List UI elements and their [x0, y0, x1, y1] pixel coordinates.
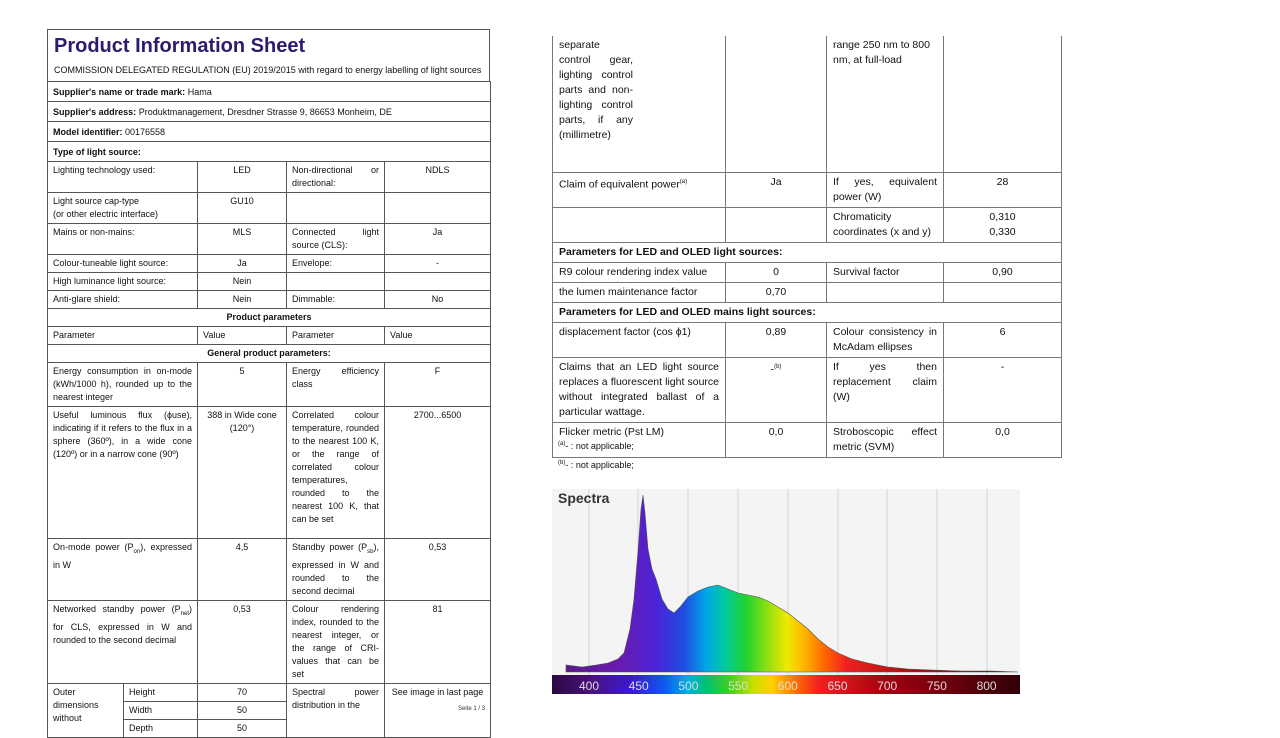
- anti-glare-label: Anti-glare shield:: [48, 291, 198, 309]
- mains-label: Mains or non-mains:: [48, 224, 198, 255]
- left-info-table: [47, 81, 491, 738]
- energy-consumption-value: 5: [198, 363, 287, 407]
- fluorescent-replacement-label: Claims that an LED light source replaces a fluorescent light source without integrated ballast of a particular wattage.: [553, 357, 726, 422]
- chromaticity-y: 0,330: [989, 225, 1016, 238]
- empty-cell: [944, 36, 1062, 172]
- table-row: [48, 255, 491, 273]
- empty-cell: [385, 193, 491, 224]
- table-row: [48, 224, 491, 255]
- supplier-name-row: [48, 82, 491, 102]
- lumen-maintenance-value: 0,70: [726, 282, 827, 302]
- footnote-mark: (a): [558, 441, 566, 447]
- networked-standby-label: [48, 600, 198, 683]
- section-header-row: [553, 242, 1062, 262]
- table-row: [553, 262, 1062, 282]
- wavelength-tick-label: 700: [877, 679, 898, 693]
- empty-cell: [385, 273, 491, 291]
- text-part: ) for CLS, expressed in W and rounded to the second decimal: [53, 603, 192, 645]
- footnote-dash: -: [565, 441, 569, 451]
- dimmable-label: Dimmable:: [287, 291, 385, 309]
- colour-temperature-value: 2700...6500: [385, 407, 491, 539]
- value-header-2: Value: [385, 327, 491, 345]
- page-title: Product Information Sheet: [54, 35, 306, 57]
- colour-consistency-value: 6: [944, 322, 1062, 357]
- survival-factor-label: Survival factor: [827, 262, 944, 282]
- wavelength-tick-label: 750: [926, 679, 947, 693]
- equivalent-power-claim-label: [553, 172, 726, 207]
- text-part: Networked standby power (P: [53, 603, 181, 614]
- displacement-factor-value: 0,89: [726, 322, 827, 357]
- wavelength-tick-label: 650: [827, 679, 848, 693]
- type-row: [48, 142, 491, 162]
- cls-value: Ja: [385, 224, 491, 255]
- table-row: [553, 207, 1062, 242]
- text-sub: on: [133, 548, 141, 555]
- footnote-mark: (b): [558, 460, 566, 466]
- empty-cell: [287, 193, 385, 224]
- empty-cell: [726, 36, 827, 172]
- value-header: Value: [198, 327, 287, 345]
- dimensions-continued-label: separate control gear, lighting control parts and non-lighting control parts, if any (millimetre): [553, 36, 726, 172]
- directional-value: NDLS: [385, 162, 491, 193]
- right-info-table: [552, 36, 1062, 458]
- energy-class-label: Energy efficiency class: [287, 363, 385, 407]
- colour-temperature-label: Correlated colour temperature, rounded to the nearest 100 K, or the range of correlated colour temperatures, rounded to the nearest 100 K, that can be set: [287, 407, 385, 539]
- table-row: [48, 291, 491, 309]
- lighting-technology-value: LED: [198, 162, 287, 193]
- chromaticity-label: Chromaticity coordinates (x and y): [827, 207, 944, 242]
- wavelength-tick-label: 450: [628, 679, 649, 693]
- luminous-flux-label: Useful luminous flux (ϕuse), indicating if it refers to the flux in a sphere (360º), in a wide cone (120º) or in a narrow cone (90º): [48, 407, 198, 539]
- equivalent-power-claim-value: Ja: [726, 172, 827, 207]
- mains-value: MLS: [198, 224, 287, 255]
- supplier-name-value: Hama: [187, 87, 212, 97]
- table-row: [48, 683, 491, 701]
- spectral-distribution-label: Spectral power distribution in the: [287, 683, 385, 737]
- envelope-label: Envelope:: [287, 255, 385, 273]
- section-header-row: [48, 309, 491, 327]
- text-part: ), expressed in W and rounded to the second decimal: [292, 542, 379, 596]
- width-value: 50: [198, 701, 287, 719]
- high-luminance-value: Nein: [198, 273, 287, 291]
- page-number: Seite 1 / 3: [458, 706, 486, 712]
- width-label: Width: [124, 701, 198, 719]
- text-sub: sb: [367, 548, 374, 555]
- cls-label: Connected light source (CLS):: [287, 224, 385, 255]
- standby-power-value: 0,53: [385, 539, 491, 601]
- table-row: [553, 322, 1062, 357]
- product-parameters-heading: Product parameters: [48, 309, 491, 327]
- empty-cell: [944, 282, 1062, 302]
- wavelength-tick-label: 500: [678, 679, 699, 693]
- replacement-claim-label: If yes then replacement claim (W): [827, 357, 944, 422]
- on-mode-power-label: [48, 539, 198, 601]
- energy-class-value: F: [385, 363, 491, 407]
- footnotes: [558, 436, 634, 474]
- survival-factor-value: 0,90: [944, 262, 1062, 282]
- regulation-subtitle: COMMISSION DELEGATED REGULATION (EU) 2019/2015 with regard to energy labelling of light sources: [54, 65, 482, 75]
- colour-consistency-label: Colour consistency in McAdam ellipses: [827, 322, 944, 357]
- spectral-distribution-value: See image in last page: [385, 683, 491, 737]
- wavelength-ticks: [552, 489, 1020, 694]
- spectra-image: [552, 489, 1020, 694]
- replacement-claim-value: -: [944, 357, 1062, 422]
- spectra-title: Spectra: [558, 490, 610, 506]
- column-header-row: [48, 327, 491, 345]
- table-row: [553, 172, 1062, 207]
- height-label: Height: [124, 683, 198, 701]
- empty-cell: [287, 273, 385, 291]
- equivalent-power-label: If yes, equivalent power (W): [827, 172, 944, 207]
- table-row: [553, 36, 1062, 172]
- dimmable-value: No: [385, 291, 491, 309]
- table-row: [48, 162, 491, 193]
- wavelength-tick-label: 800: [976, 679, 997, 693]
- led-oled-heading: Parameters for LED and OLED light sources:: [553, 242, 1062, 262]
- supplier-address-value: Produktmanagement, Dresdner Strasse 9, 86653 Monheim, DE: [138, 107, 392, 117]
- envelope-value: -: [385, 255, 491, 273]
- equivalent-power-value: 28: [944, 172, 1062, 207]
- type-label: Type of light source:: [48, 142, 491, 162]
- height-value: 70: [198, 683, 287, 701]
- text-part: On-mode power (P: [53, 542, 134, 552]
- section-header-row: [553, 302, 1062, 322]
- depth-value: 50: [198, 719, 287, 737]
- r9-label: R9 colour rendering index value: [553, 262, 726, 282]
- depth-label: Depth: [124, 719, 198, 737]
- high-luminance-label: High luminance light source:: [48, 273, 198, 291]
- empty-cell: [726, 207, 827, 242]
- empty-cell: [827, 282, 944, 302]
- lumen-maintenance-label: the lumen maintenance factor: [553, 282, 726, 302]
- parameter-header: Parameter: [48, 327, 198, 345]
- luminous-flux-value: 388 in Wide cone (120°): [198, 407, 287, 539]
- footnote-dash: -: [565, 460, 569, 470]
- table-row: [48, 193, 491, 224]
- general-parameters-heading: General product parameters:: [48, 345, 491, 363]
- supplier-address-row: [48, 102, 491, 122]
- cap-type-label: Light source cap-type: [53, 196, 140, 206]
- cap-type-value: GU10: [198, 193, 287, 224]
- lighting-technology-label: Lighting technology used:: [48, 162, 198, 193]
- colour-tuneable-label: Colour-tuneable light source:: [48, 255, 198, 273]
- stroboscopic-label: Stroboscopic effect metric (SVM): [827, 422, 944, 457]
- wavelength-tick-label: 600: [777, 679, 798, 693]
- stroboscopic-value: 0,0: [944, 422, 1062, 457]
- footnote-a: [558, 436, 634, 455]
- table-row: [553, 282, 1062, 302]
- table-row: [48, 600, 491, 683]
- flicker-metric-value: 0,0: [726, 422, 827, 457]
- standby-power-label: [287, 539, 385, 601]
- directional-label: Non-directional or directional:: [287, 162, 385, 193]
- section-header-row: [48, 345, 491, 363]
- wavelength-tick-label: 400: [578, 679, 600, 693]
- chromaticity-value: [944, 207, 1062, 242]
- table-row: [48, 363, 491, 407]
- model-value: 00176558: [125, 127, 166, 137]
- footnote-text: : not applicable;: [570, 460, 634, 470]
- led-oled-mains-heading: Parameters for LED and OLED mains light sources:: [553, 302, 1062, 322]
- table-row: [48, 407, 491, 539]
- footnote-mark: (b): [774, 363, 782, 370]
- empty-cell: [553, 207, 726, 242]
- text-part: ), expressed in W: [53, 542, 192, 570]
- table-row: [48, 273, 491, 291]
- chromaticity-x: 0,310: [989, 210, 1016, 223]
- supplier-address-label: Supplier's address:: [53, 107, 137, 117]
- displacement-factor-label: displacement factor (cos ϕ1): [553, 322, 726, 357]
- wavelength-tick-label: 550: [728, 679, 749, 693]
- fluorescent-replacement-value: [726, 357, 827, 422]
- spectral-range-label: range 250 nm to 800 nm, at full-load: [827, 36, 944, 172]
- right-info-table-wrapper: [552, 36, 1061, 458]
- model-label: Model identifier:: [53, 127, 123, 137]
- cri-value: 81: [385, 600, 491, 683]
- footnote-mark: (a): [679, 178, 688, 185]
- footnote-b: [558, 455, 634, 474]
- text-part: Claim of equivalent power: [559, 178, 680, 190]
- networked-standby-value: 0,53: [198, 600, 287, 683]
- table-row: [48, 539, 491, 601]
- supplier-name-label: Supplier's name or trade mark:: [53, 87, 186, 97]
- text-sub: net: [180, 610, 189, 617]
- text-part: -: [770, 363, 775, 375]
- on-mode-power-value: 4,5: [198, 539, 287, 601]
- flicker-metric-label: Flicker metric (Pst LM): [553, 422, 726, 457]
- table-row: [553, 357, 1062, 422]
- footnote-text: : not applicable;: [570, 441, 634, 451]
- text-part: Standby power (P: [292, 542, 368, 552]
- cri-label: Colour rendering index, rounded to the nearest integer, or the range of CRI-values that can be set: [287, 600, 385, 683]
- energy-consumption-label: Energy consumption in on-mode (kWh/1000 h), rounded up to the nearest integer: [48, 363, 198, 407]
- title-block: [47, 29, 490, 81]
- colour-tuneable-value: Ja: [198, 255, 287, 273]
- cap-type-label-2: (or other electric interface): [53, 209, 159, 219]
- parameter-header-2: Parameter: [287, 327, 385, 345]
- anti-glare-value: Nein: [198, 291, 287, 309]
- r9-value: 0: [726, 262, 827, 282]
- outer-dimensions-label: Outer dimensions without: [48, 683, 124, 737]
- model-row: [48, 122, 491, 142]
